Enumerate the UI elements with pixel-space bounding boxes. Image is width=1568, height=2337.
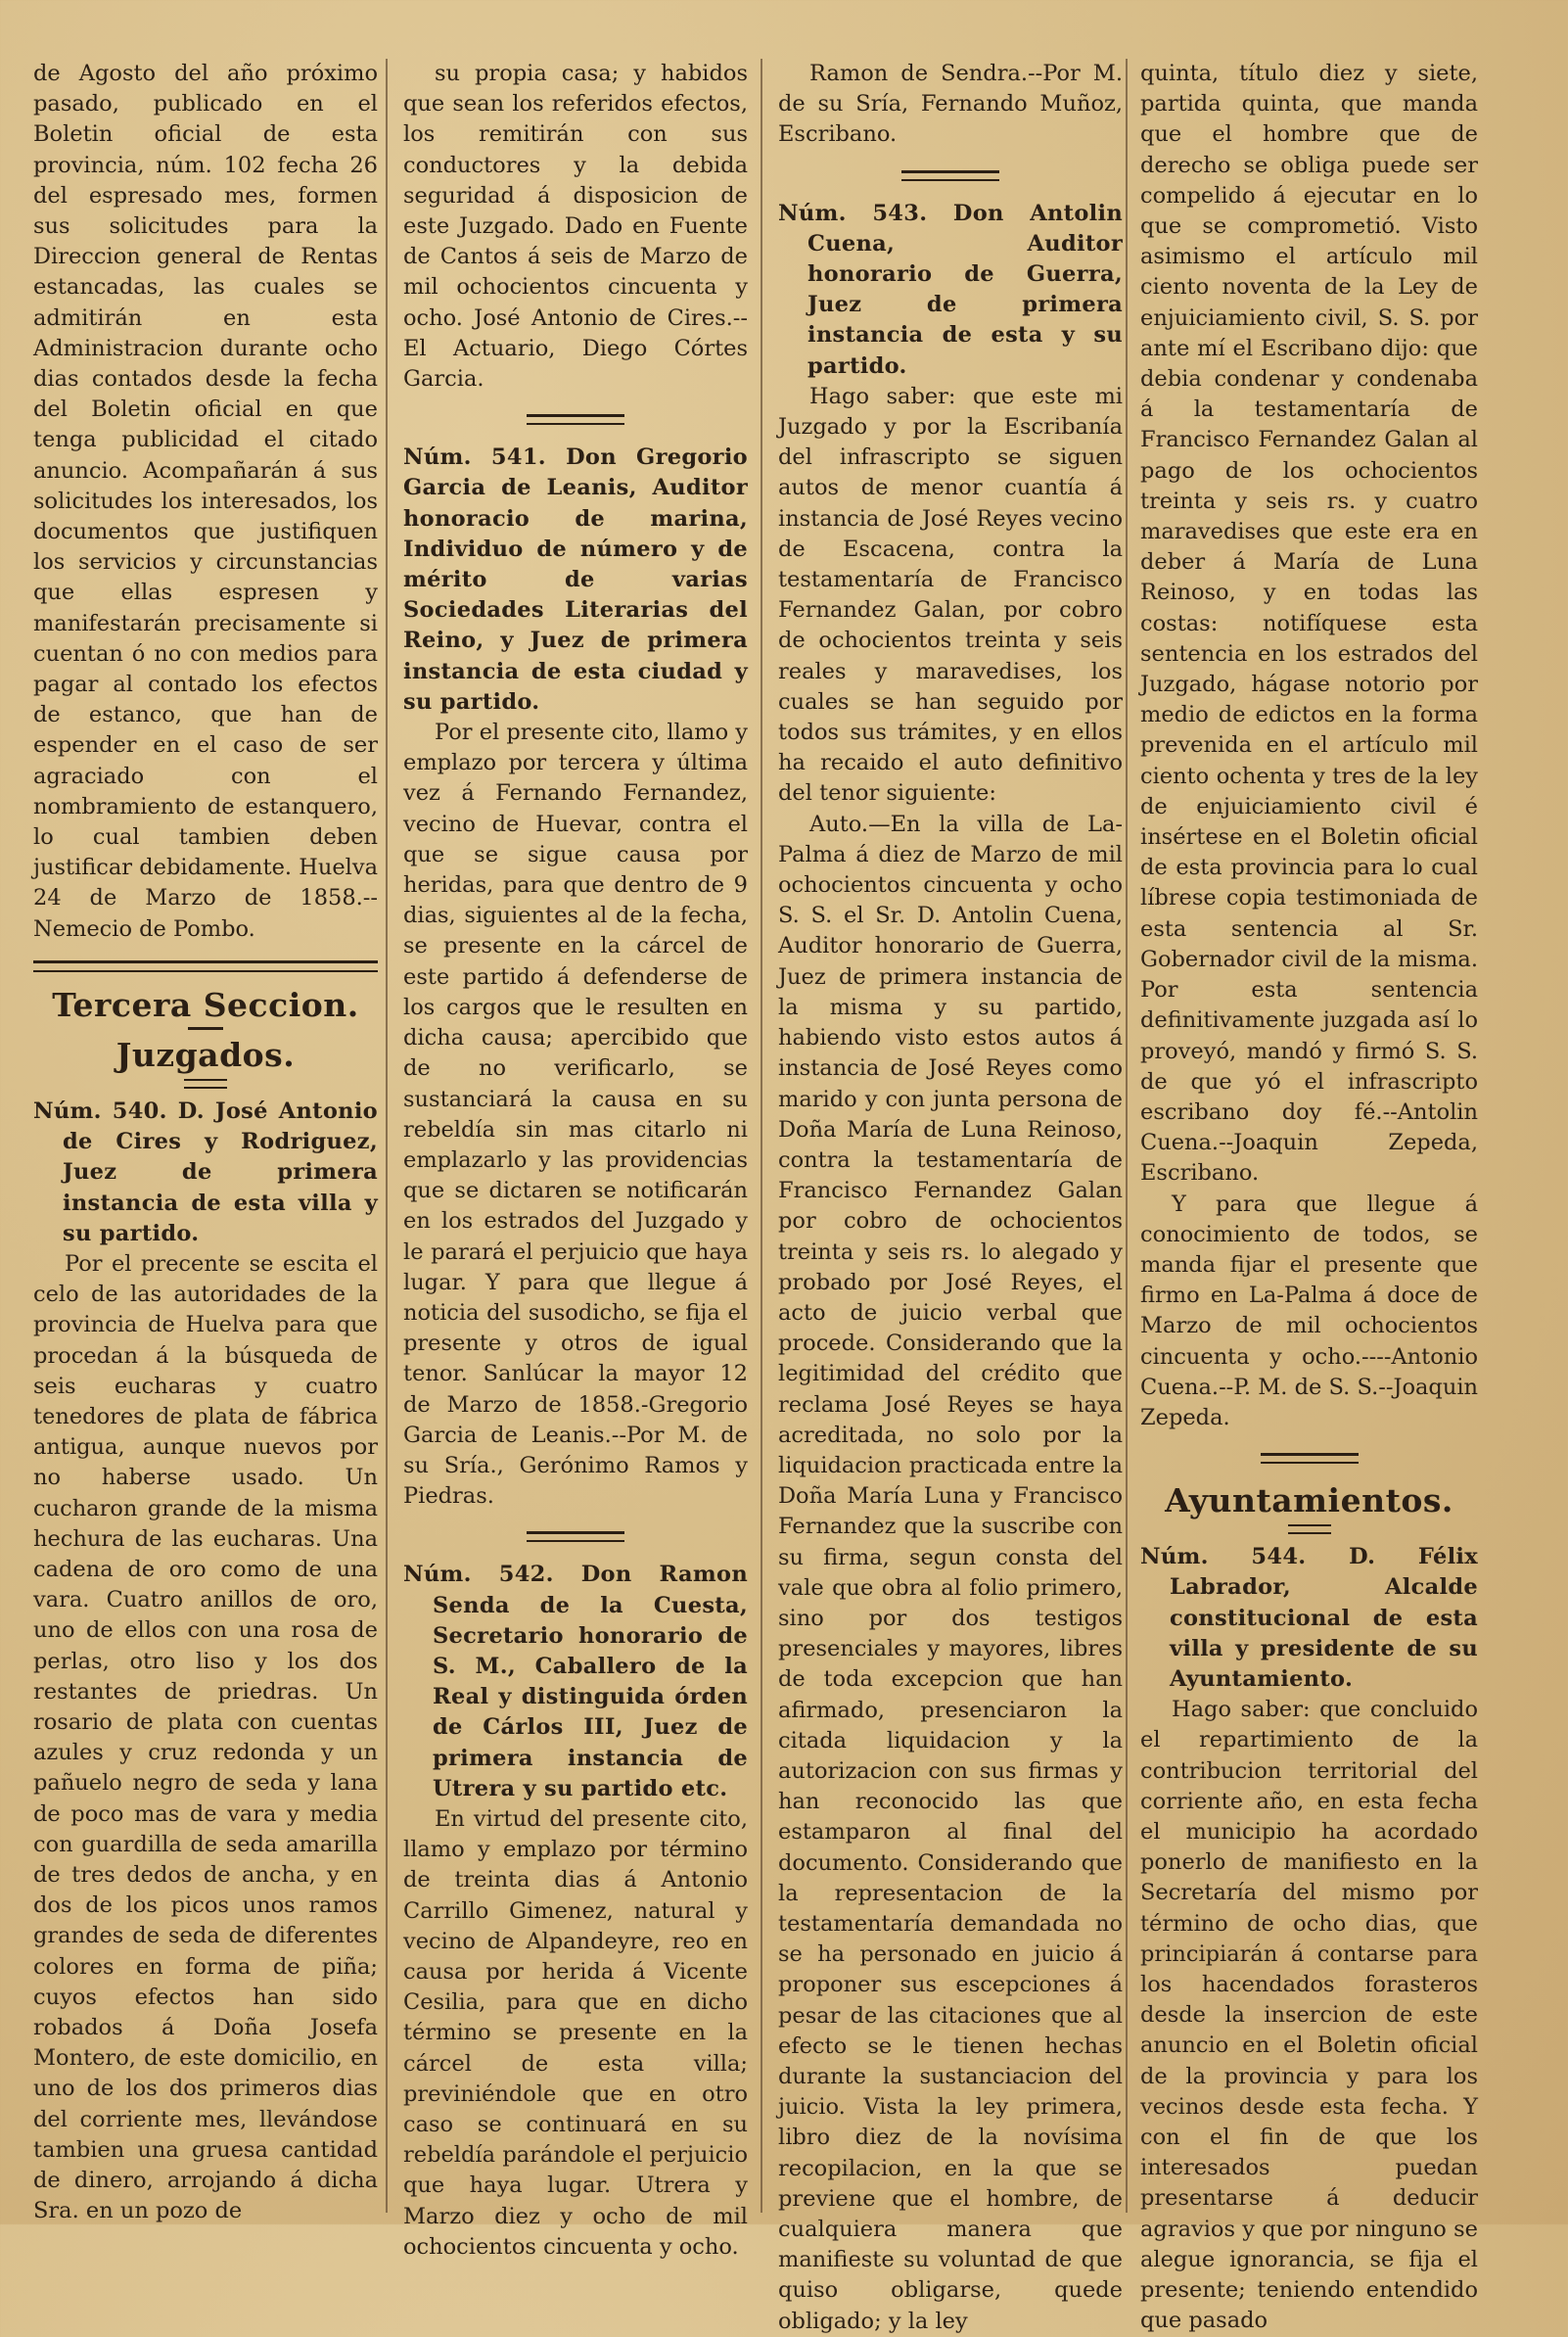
section-rule: [33, 960, 378, 972]
notice-543-auto: Auto.—En la villa de La-Palma á diez de Marzo de mil ochocientos cincuenta y ocho S. S. el Sr. D. Antolin Cuena, Auditor honorario de Guerra, Juez de primera instancia de la misma y su partido, habiendo visto estos autos á instancia de José Reyes como marido y con junta persona de Doña María de Luna Reinoso, contra la testamentaría de Francisco Fernandez Galan por cobro de ochocientos treinta y seis rs. lo alegado y probado por José Reyes, el acto de juicio verbal que procede. Considerando que la legitimidad del crédito que reclama José Reyes se haya acreditada, no solo por la liquidacion practicada entre la Doña María Luna y Francisco Fernandez que la suscribe con su firma, segun consta del vale que obra al folio primero, sino por dos testigos presenciales y mayores, libres de toda excepcion que han afirmado, presenciaron la citada liquidacion y la autorizacion con sus firmas y han reconocido las que estamparon al final del documento. Considerando que la representacion de la testamentaría demandada no se ha personado en juicio á proponer sus escepciones á pesar de las citaciones que al efecto se le tienen hechas durante la sustanciacion del juicio. Vista la ley primera, libro diez de la novísima recopilacion, en la que se previene que el hombre, de cualquiera manera que manifieste su voluntad de que quiso obligarse, quede obligado; y la ley: [778, 811, 1123, 2334]
notice-540-body: Por el precente se escita el celo de las autoridades de la provincia de Huelva para que procedan á la búsqueda de seis eucharas y cuatro tenedores de plata de fábrica antigua, aunque nuevos por no haberse usado. Un cucharon grande de la misma hechura de las eucharas. Una cadena de oro como de una vara. Cuatro anillos de oro, uno de ellos con una rosa de perlas, otro liso y los dos restantes de priedras. Un rosario de plata con cuentas azules y cruz redonda y un pañuelo negro de seda y lana de poco mas de vara y media con guardilla de seda amarilla de tres dedos de ancha, y en dos de los picos unos ramos grandes de seda de diferentes colores en forma de piña; cuyos efectos han sido robados á Doña Josefa Montero, de este domicilio, en uno de los dos primeros dias del corriente mes, llevándose tambien una gruesa cantidad de dinero, arrojando á dicha Sra. en un pozo de: [33, 1250, 378, 2224]
column-2: [403, 59, 748, 2263]
notice-separator: [901, 170, 999, 181]
column-divider: [386, 59, 388, 2213]
column-divider: [1126, 59, 1128, 2213]
title-ornament: [188, 1027, 223, 1030]
notice-542-body: En virtud del presente cito, llamo y emplazo por término de treinta dias á Antonio Carrillo Gimenez, natural y vecino de Alpandeyre, reo en causa por herida á Vicente Cesilia, para que en dicho término se presente en la cárcel de esta villa; previniéndole que en otro caso se continuará en su rebeldía parándole el perjuicio que haya lugar. Utrera y Marzo diez y ocho de mil ochocientos cincuenta y ocho.: [403, 1805, 748, 2260]
notice-541-body: Por el presente cito, llamo y emplazo por tercera y última vez á Fernando Fernandez, vecino de Huevar, contra el que se sigue causa por heridas, para que dentro de 9 dias, siguientes al de la fecha, se presente en la cárcel de este partido á defenderse de los cargos que le resulten en dicha causa; apercibido que de no verificarlo, se sustanciará la causa en su rebeldía sin mas citarlo ni emplazarlo y las providencias que se dictaren se notificarán en los estrados del Juzgado y le parará el perjuicio que haya lugar. Y para que llegue á noticia del susodicho, se fija el presente y otros de igual tenor. Sanlúcar la mayor 12 de Marzo de 1858.-Gregorio Garcia de Leanis.--Por M. de su Sría., Gerónimo Ramos y Piedras.: [403, 720, 748, 1510]
title-ornament: [1288, 1524, 1331, 1534]
column-4: [1140, 59, 1478, 2336]
subsection-title: Juzgados.: [115, 1035, 296, 1074]
column-1: [33, 59, 378, 2226]
column-3: [778, 59, 1123, 2337]
continued-text: quinta, título diez y siete, partida quinta, que manda que el hombre que de derecho se obliga puede ser compelido á ejecutar en lo que se comprometió. Visto asimismo el artículo mil ciento noventa de la Ley de enjuiciamiento civil, S. S. por ante mí el Escribano dijo: que debia condenar y condenaba á la testamentaría de Francisco Fernandez Galan al pago de los ochocientos treinta y seis rs. y cuatro maravedises que este era en deber á María de Luna Reinoso, y en todas las costas: notifíquese esta sentencia en los estrados del Juzgado, hágase notorio por medio de edictos en la forma prevenida en el artículo mil ciento ochenta y tres de la ley de enjuiciamiento civil é insértese en el Boletin oficial de esta provincia para lo cual líbrese copia testimoniada de esta sentencia al Sr. Gobernador civil de la misma. Por esta sentencia definitivamente juzgada así lo proveyó, mandó y firmó S. S. de que yó el infrascripto escribano doy fé.--Antolin Cuena.--Joaquin Zepeda, Escribano.: [1140, 61, 1478, 1187]
continued-text: su propia casa; y habidos que sean los referidos efectos, los remitirán con sus conductores y la debida seguridad á disposicion de este Juzgado. Dado en Fuente de Cantos á seis de Marzo de mil ochocientos cincuenta y ocho. José Antonio de Cires.--El Actuario, Diego Córtes Garcia.: [403, 61, 748, 393]
continued-text: Ramon de Sendra.--Por M. de su Sría, Fernando Muñoz, Escribano.: [778, 61, 1123, 148]
column-divider: [761, 59, 762, 2213]
notice-543-heading: Núm. 543. Don Antolin Cuena, Auditor honorario de Guerra, Juez de primera instancia de esta y su partido.: [778, 200, 1123, 379]
section-rule: [1261, 1453, 1359, 1464]
notice-543-closing: Y para que llegue á conocimiento de todos, se manda fijar el presente que firmo en La-Palma á doce de Marzo de mil ochocientos cincuenta y ocho.----Antonio Cuena.--P. M. de S. S.--Joaquin Zepeda.: [1140, 1191, 1478, 1430]
section-title: Tercera Seccion.: [52, 985, 359, 1024]
notice-separator: [527, 1531, 624, 1542]
notice-541-heading: Núm. 541. Don Gregorio Garcia de Leanis, Auditor honoracio de marina, Individuo de número y de mérito de varias Sociedades Literarias del Reino, y Juez de primera instancia de esta ciudad y su partido.: [403, 444, 748, 715]
title-ornament: [184, 1079, 227, 1089]
notice-542-heading: Núm. 542. Don Ramon Senda de la Cuesta, Secretario honorario de S. M., Caballero de la Real y distinguida órden de Cárlos III, Juez de primera instancia de Utrera y su partido etc.: [403, 1562, 748, 1801]
section-title: Ayuntamientos.: [1165, 1481, 1453, 1520]
notice-544-body: Hago saber: que concluido el repartimiento de la contribucion territorial del corriente año, en esta fecha el municipio ha acordado ponerlo de manifiesto en la Secretaría del mismo por término de ocho dias, que principiarán á contarse para los hacendados forasteros desde la insercion de este anuncio en el Boletin oficial de la provincia y para los vecinos desde esta fecha. Y con el fin de que los interesados puedan presentarse á deducir agravios y que por ninguno se alegue ignorancia, se fija el presente; teniendo entendido que pasado: [1140, 1697, 1478, 2334]
notice-544-heading: Núm. 544. D. Félix Labrador, Alcalde constitucional de esta villa y presidente de su Ayuntamiento.: [1140, 1544, 1478, 1692]
notice-543-body: Hago saber: que este mi Juzgado y por la Escribanía del infrascripto se siguen autos de menor cuantía á instancia de José Reyes vecino de Escacena, contra la testamentaría de Francisco Fernandez Galan, por cobro de ochocientos treinta y seis reales y maravedises, los cuales se han seguido por todos sus trámites, y en ellos ha recaido el auto definitivo del tenor siguiente:: [778, 383, 1123, 807]
notice-540-heading: Núm. 540. D. José Antonio de Cires y Rodriguez, Juez de primera instancia de esta villa y su partido.: [33, 1098, 378, 1246]
notice-separator: [527, 414, 624, 425]
continued-text: de Agosto del año próximo pasado, publicado en el Boletin oficial de esta provincia, núm. 102 fecha 26 del espresado mes, formen sus solicitudes para la Direccion general de Rentas estancadas, las cuales se admitirán en esta Administracion durante ocho dias contados desde la fecha del Boletin oficial en que tenga publicidad el citado anuncio. Acompañarán á sus solicitudes los interesados, los documentos que justifiquen los servicios y circunstancias que ellas espresen y manifestarán precisamente si cuentan ó no con medios para pagar al contado los efectos de estanco, que han de espender en el caso de ser agraciado con el nombramiento de estanquero, lo cual tambien deben justificar debidamente. Huelva 24 de Marzo de 1858.--Nemecio de Pombo.: [33, 61, 378, 942]
